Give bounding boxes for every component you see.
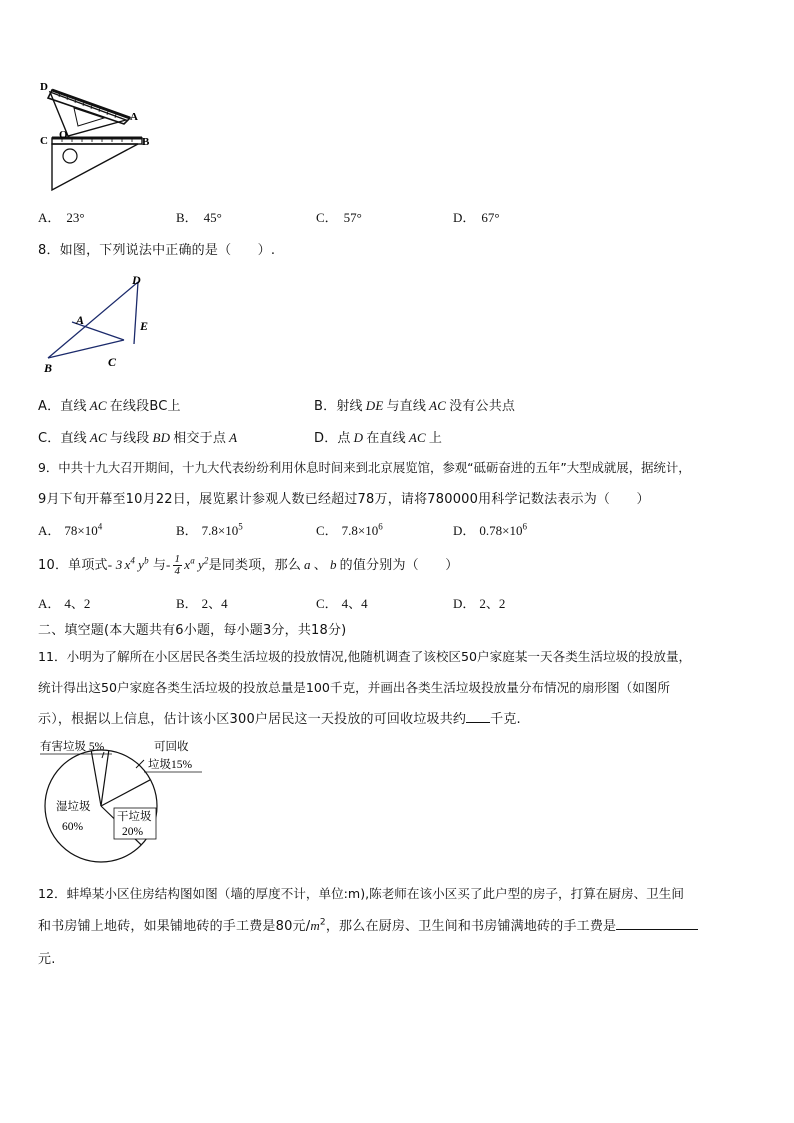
term1-y: y xyxy=(138,557,145,572)
garbage-pie-chart xyxy=(36,738,206,868)
q9-line-1: 9．中共十九大召开期间，十九大代表纷纷利用休息时间来到北京展览馆，参观“砥砺奋进的五年”大型成就展，据统计， xyxy=(38,460,691,475)
math-var: DE xyxy=(365,398,384,413)
q7-label-o: O xyxy=(59,129,68,141)
q8-label-a: A xyxy=(76,313,85,327)
option-text: 上 xyxy=(428,431,443,446)
q8-option-d[interactable] xyxy=(314,427,442,446)
q11-line-3 xyxy=(38,708,521,727)
option-text: 7.8×10 xyxy=(201,523,239,538)
term2-sign: - xyxy=(166,557,171,572)
q12-line-2 xyxy=(38,915,698,934)
pie-label-hazard: 有害垃圾 5% xyxy=(40,741,105,753)
option-letter: D． xyxy=(314,431,338,446)
option-text: 与线段 xyxy=(109,431,150,446)
pie-label-recycle-1: 可回收 xyxy=(154,741,189,753)
q7-option-c[interactable] xyxy=(316,207,362,226)
unit-m: m xyxy=(310,918,320,933)
option-text: 4、2 xyxy=(64,596,91,611)
option-text: 4、4 xyxy=(341,596,368,611)
option-text: 57° xyxy=(343,210,362,225)
math-var: AC xyxy=(89,430,107,445)
option-letter: B． xyxy=(176,210,198,225)
term2-x-exp: a xyxy=(190,555,195,566)
q7-option-a[interactable] xyxy=(38,207,85,226)
answer-blank[interactable] xyxy=(466,709,490,723)
var-b: b xyxy=(329,557,337,572)
q7-set-square-figure xyxy=(34,78,164,196)
option-letter: B． xyxy=(314,399,337,414)
pie-label-dry-2: 20% xyxy=(122,826,144,838)
q8-stem: 8．如图，下列说法中正确的是（ ）. xyxy=(38,243,276,258)
q7-label-c: C xyxy=(40,135,48,147)
q10-option-d[interactable] xyxy=(453,593,505,612)
option-text: 78×10 xyxy=(64,523,98,538)
option-text: 没有公共点 xyxy=(449,399,516,414)
option-text: 在直线 xyxy=(366,431,406,446)
q12-line-3: 元. xyxy=(38,952,56,967)
option-letter: A． xyxy=(38,596,61,611)
fraction-denominator: 4 xyxy=(174,565,181,577)
term1-y-exp: b xyxy=(144,555,149,566)
answer-blank[interactable] xyxy=(616,916,698,930)
option-text: 2、4 xyxy=(201,596,228,611)
fraction-numerator: 1 xyxy=(174,553,181,565)
option-letter: D． xyxy=(453,596,476,611)
q8-label-e: E xyxy=(140,319,149,333)
q9-line-2: 9月下旬开幕至10月22日，展览累计参观人数已经超过78万，请将780000用科学记数法表示为（ ） xyxy=(38,492,650,507)
term1-x-exp: 4 xyxy=(130,555,136,566)
option-exponent: 5 xyxy=(238,521,243,532)
option-text: 相交于点 xyxy=(173,431,227,446)
option-text: 在线段BC上 xyxy=(109,399,181,414)
q9-option-c[interactable] xyxy=(316,520,383,539)
q10-suffix-2: 的值分别为（ ） xyxy=(339,558,459,573)
option-text: 射线 xyxy=(336,399,363,414)
pie-label-wet-1: 湿垃圾 xyxy=(56,801,91,813)
pie-label-wet-2: 60% xyxy=(62,821,84,833)
option-exponent: 6 xyxy=(378,521,383,532)
option-letter: B． xyxy=(176,596,198,611)
q12-line-2-text-end: ，那么在厨房、卫生间和书房铺满地砖的手工费是 xyxy=(325,919,617,934)
option-text: 45° xyxy=(203,210,222,225)
q11-line-2: 统计得出这50户家庭各类生活垃圾的投放总量是100千克，并画出各类生活垃圾投放量分布情况的扇形图（如图所 xyxy=(38,680,670,695)
option-letter: C． xyxy=(38,431,61,446)
math-var: AC xyxy=(89,398,107,413)
option-text: 7.8×10 xyxy=(341,523,379,538)
option-text: 0.78×10 xyxy=(479,523,523,538)
option-letter: C． xyxy=(316,210,338,225)
option-exponent: 6 xyxy=(522,521,527,532)
q10-sep: 、 xyxy=(313,558,327,573)
math-var: BD xyxy=(152,430,171,445)
section-title: 二、填空题(本大题共有6小题，每小题3分，共18分) xyxy=(38,623,347,638)
option-text: 点 xyxy=(337,431,351,446)
q10-option-b[interactable] xyxy=(176,593,228,612)
q9-option-b[interactable] xyxy=(176,520,243,539)
math-var: D xyxy=(353,430,364,445)
pie-label-dry-1: 干垃圾 xyxy=(117,811,152,823)
option-letter: D． xyxy=(453,210,476,225)
q8-label-c: C xyxy=(108,355,117,369)
term2-fraction xyxy=(173,554,183,577)
q8-option-b[interactable] xyxy=(314,395,515,414)
q10-mid: 与 xyxy=(152,558,167,573)
term1-x: x xyxy=(124,557,131,572)
q10-option-a[interactable] xyxy=(38,593,90,612)
q7-option-d[interactable] xyxy=(453,207,500,226)
q7-label-d: D xyxy=(40,81,48,93)
term1-coef: - 3 xyxy=(107,557,123,572)
q7-label-a: A xyxy=(130,111,138,123)
q7-label-b: B xyxy=(142,136,150,148)
q12-line-1: 12．蚌埠某小区住房结构图如图（墙的厚度不计，单位:m),陈老师在该小区买了此户型的房子，打算在厨房、卫生间 xyxy=(38,886,684,901)
q9-option-d[interactable] xyxy=(453,520,527,539)
option-text: 与直线 xyxy=(386,399,427,414)
option-letter: C． xyxy=(316,596,338,611)
q10-suffix-1: 是同类项，那么 xyxy=(208,558,302,573)
option-letter: A． xyxy=(38,523,61,538)
option-text: 直线 xyxy=(60,431,87,446)
pie-label-recycle-2: 垃圾15% xyxy=(148,759,193,771)
option-text: 67° xyxy=(481,210,500,225)
unit-exp: 2 xyxy=(319,917,326,928)
q8-option-c[interactable] xyxy=(38,427,240,446)
option-letter: C． xyxy=(316,523,338,538)
q8-label-d: D xyxy=(132,273,141,287)
math-var: A xyxy=(229,430,238,445)
q11-line-3-text: 示），根据以上信息，估计该小区300户居民这一天投放的可回收垃圾共约 xyxy=(38,712,467,727)
option-letter: D． xyxy=(453,523,476,538)
q11-line-1: 11．小明为了解所在小区居民各类生活垃圾的投放情况,他随机调查了该校区50户家庭某一天各类生活垃圾的投放量， xyxy=(38,649,692,664)
option-letter: A． xyxy=(38,210,61,225)
option-letter: A． xyxy=(38,399,61,414)
term2-y: y xyxy=(197,557,204,572)
q12-line-2-text: 和书房铺上地砖，如果铺地砖的手工费是80元/ xyxy=(38,919,311,934)
q8-option-a[interactable] xyxy=(38,395,181,414)
q8-label-b: B xyxy=(44,361,53,375)
option-text: 23° xyxy=(66,210,85,225)
q10-prefix: 10．单项式 xyxy=(38,558,108,573)
option-text: 2、2 xyxy=(479,596,506,611)
option-letter: B． xyxy=(176,523,198,538)
q11-line-3-text-end: 千克. xyxy=(490,712,521,727)
option-text: 直线 xyxy=(60,399,87,414)
var-a: a xyxy=(304,557,311,572)
term2-x: x xyxy=(184,557,191,572)
q10-option-c[interactable] xyxy=(316,593,368,612)
q8-line-figure xyxy=(36,270,166,380)
term2-y-exp: 2 xyxy=(203,555,209,566)
math-var: AC xyxy=(408,430,426,445)
q9-option-a[interactable] xyxy=(38,520,102,539)
q10-stem xyxy=(38,552,458,578)
math-var: AC xyxy=(429,398,447,413)
q7-option-b[interactable] xyxy=(176,207,222,226)
option-exponent: 4 xyxy=(97,521,103,532)
